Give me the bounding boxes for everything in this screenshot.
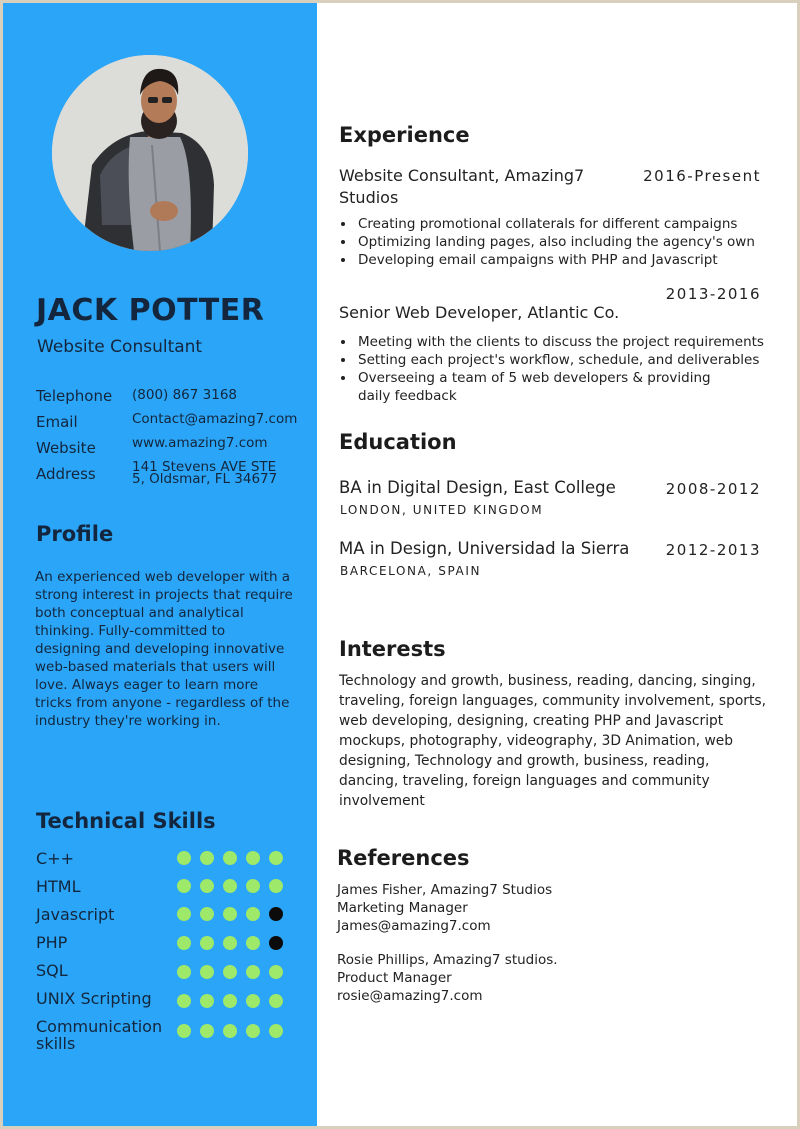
- list-item: • Setting each project's workflow, schedule, and deliverables: [356, 351, 776, 369]
- contact-website[interactable]: www.amazing7.com: [132, 435, 268, 451]
- contact-telephone: (800) 867 3168: [132, 387, 238, 403]
- skill-dot-filled: [200, 994, 214, 1008]
- degree-location: LONDON, UNITED KINGDOM: [340, 503, 544, 517]
- job-title: Website Consultant, Amazing7 Studios: [339, 166, 585, 207]
- skill-dot-filled: [200, 851, 214, 865]
- job-dates: 2016-Present: [643, 167, 761, 185]
- list-item: • Overseeing a team of 5 web developers & providing daily feedback: [356, 369, 738, 405]
- skill-dot-filled: [223, 936, 237, 950]
- contact-label-address: Address: [36, 465, 96, 483]
- skill-rating: [177, 994, 283, 1008]
- skill-rating: [177, 936, 283, 950]
- skill-dot-filled: [223, 907, 237, 921]
- reference-name: James Fisher, Amazing7 Studios: [337, 882, 553, 898]
- skill-dot-filled: [177, 851, 191, 865]
- skills-heading: Technical Skills: [36, 809, 216, 833]
- skill-dot-filled: [269, 851, 283, 865]
- skill-label: HTML: [36, 877, 81, 896]
- skill-dot-filled: [177, 994, 191, 1008]
- job-dates: 2013-2016: [665, 285, 761, 303]
- skill-dot-filled: [246, 936, 260, 950]
- skill-dot-filled: [223, 1024, 237, 1038]
- job-title: Senior Web Developer, Atlantic Co.: [339, 303, 620, 322]
- skill-dot-filled: [246, 965, 260, 979]
- skill-dot-filled: [246, 994, 260, 1008]
- skill-dot-filled: [223, 879, 237, 893]
- person-name: JACK POTTER: [36, 293, 265, 328]
- skill-dot-filled: [177, 936, 191, 950]
- contact-address: 141 Stevens AVE STE 5, Oldsmar, FL 34677: [132, 459, 278, 487]
- contact-email[interactable]: Contact@amazing7.com: [132, 411, 298, 427]
- skill-dot-filled: [223, 965, 237, 979]
- job-bullets: [339, 215, 776, 269]
- profile-text: An experienced web developer with a strong interest in projects that require both conceptual and analytical thinking. Fully-committed to designing and developing innovative web-based materials that users will love. Always eager to learn more tricks from anyone - regardless of the industry they're working in.: [35, 569, 293, 729]
- skill-dot-filled: [200, 907, 214, 921]
- skill-rating: [177, 1024, 283, 1038]
- skill-dot-filled: [177, 907, 191, 921]
- skill-label: C++: [36, 849, 74, 868]
- skill-dot-filled: [269, 879, 283, 893]
- skill-dot-filled: [200, 965, 214, 979]
- list-item: • Meeting with the clients to discuss the project requirements: [356, 333, 776, 351]
- degree-title: BA in Digital Design, East College: [339, 478, 616, 497]
- references-heading: References: [337, 846, 470, 870]
- sidebar: [3, 3, 317, 1126]
- skill-dot-filled: [200, 879, 214, 893]
- skill-dot-filled: [200, 1024, 214, 1038]
- interests-heading: Interests: [339, 637, 446, 661]
- skill-dot-filled: [177, 965, 191, 979]
- education-heading: Education: [339, 430, 457, 454]
- skill-label: Communication skills: [36, 1017, 163, 1053]
- resume-page: [3, 3, 797, 1126]
- reference-email[interactable]: rosie@amazing7.com: [337, 988, 483, 1004]
- skill-dot-filled: [246, 851, 260, 865]
- contact-label-email: Email: [36, 413, 78, 431]
- skill-dot-filled: [200, 936, 214, 950]
- skill-rating: [177, 851, 283, 865]
- list-item: • Optimizing landing pages, also including the agency's own: [356, 233, 776, 251]
- person-role: Website Consultant: [37, 337, 203, 357]
- skill-dot-filled: [246, 1024, 260, 1038]
- skill-dot-filled: [269, 1024, 283, 1038]
- reference-email[interactable]: James@amazing7.com: [337, 918, 491, 934]
- interests-text: Technology and growth, business, reading, dancing, singing, traveling, foreign languages, community involvement, sports, web developing, designing, creating PHP and Javascript mockups, photography, videography, 3D Animation, web designing, Technology and growth, business, reading, dancing, traveling, foreign languages and community involvement: [339, 673, 766, 809]
- contact-label-telephone: Telephone: [36, 387, 113, 405]
- skill-dot-filled: [223, 851, 237, 865]
- list-item: • Developing email campaigns with PHP and Javascript: [356, 251, 776, 269]
- experience-heading: Experience: [339, 123, 470, 147]
- skill-rating: [177, 907, 283, 921]
- skill-label: Javascript: [36, 905, 115, 924]
- degree-dates: 2008-2012: [665, 480, 761, 498]
- degree-location: BARCELONA, SPAIN: [340, 564, 482, 578]
- skill-label: PHP: [36, 933, 68, 952]
- degree-title: MA in Design, Universidad la Sierra: [339, 539, 630, 558]
- skill-dot-filled: [177, 1024, 191, 1038]
- reference-title: Product Manager: [337, 970, 452, 986]
- skill-dot-empty: [269, 936, 283, 950]
- skill-dot-empty: [269, 907, 283, 921]
- reference-title: Marketing Manager: [337, 900, 468, 916]
- job-bullets: [339, 333, 776, 405]
- skill-dot-filled: [269, 965, 283, 979]
- contact-label-website: Website: [36, 439, 96, 457]
- profile-heading: Profile: [36, 522, 114, 546]
- reference-name: Rosie Phillips, Amazing7 studios.: [337, 952, 558, 968]
- skill-dot-filled: [269, 994, 283, 1008]
- skill-label: SQL: [36, 961, 68, 980]
- skill-dot-filled: [246, 879, 260, 893]
- skill-label: UNIX Scripting: [36, 989, 152, 1008]
- skill-rating: [177, 965, 283, 979]
- profile-photo: [52, 55, 248, 251]
- list-item: • Creating promotional collaterals for different campaigns: [356, 215, 776, 233]
- skill-dot-filled: [177, 879, 191, 893]
- skill-dot-filled: [246, 907, 260, 921]
- skill-rating: [177, 879, 283, 893]
- degree-dates: 2012-2013: [665, 541, 761, 559]
- skill-dot-filled: [223, 994, 237, 1008]
